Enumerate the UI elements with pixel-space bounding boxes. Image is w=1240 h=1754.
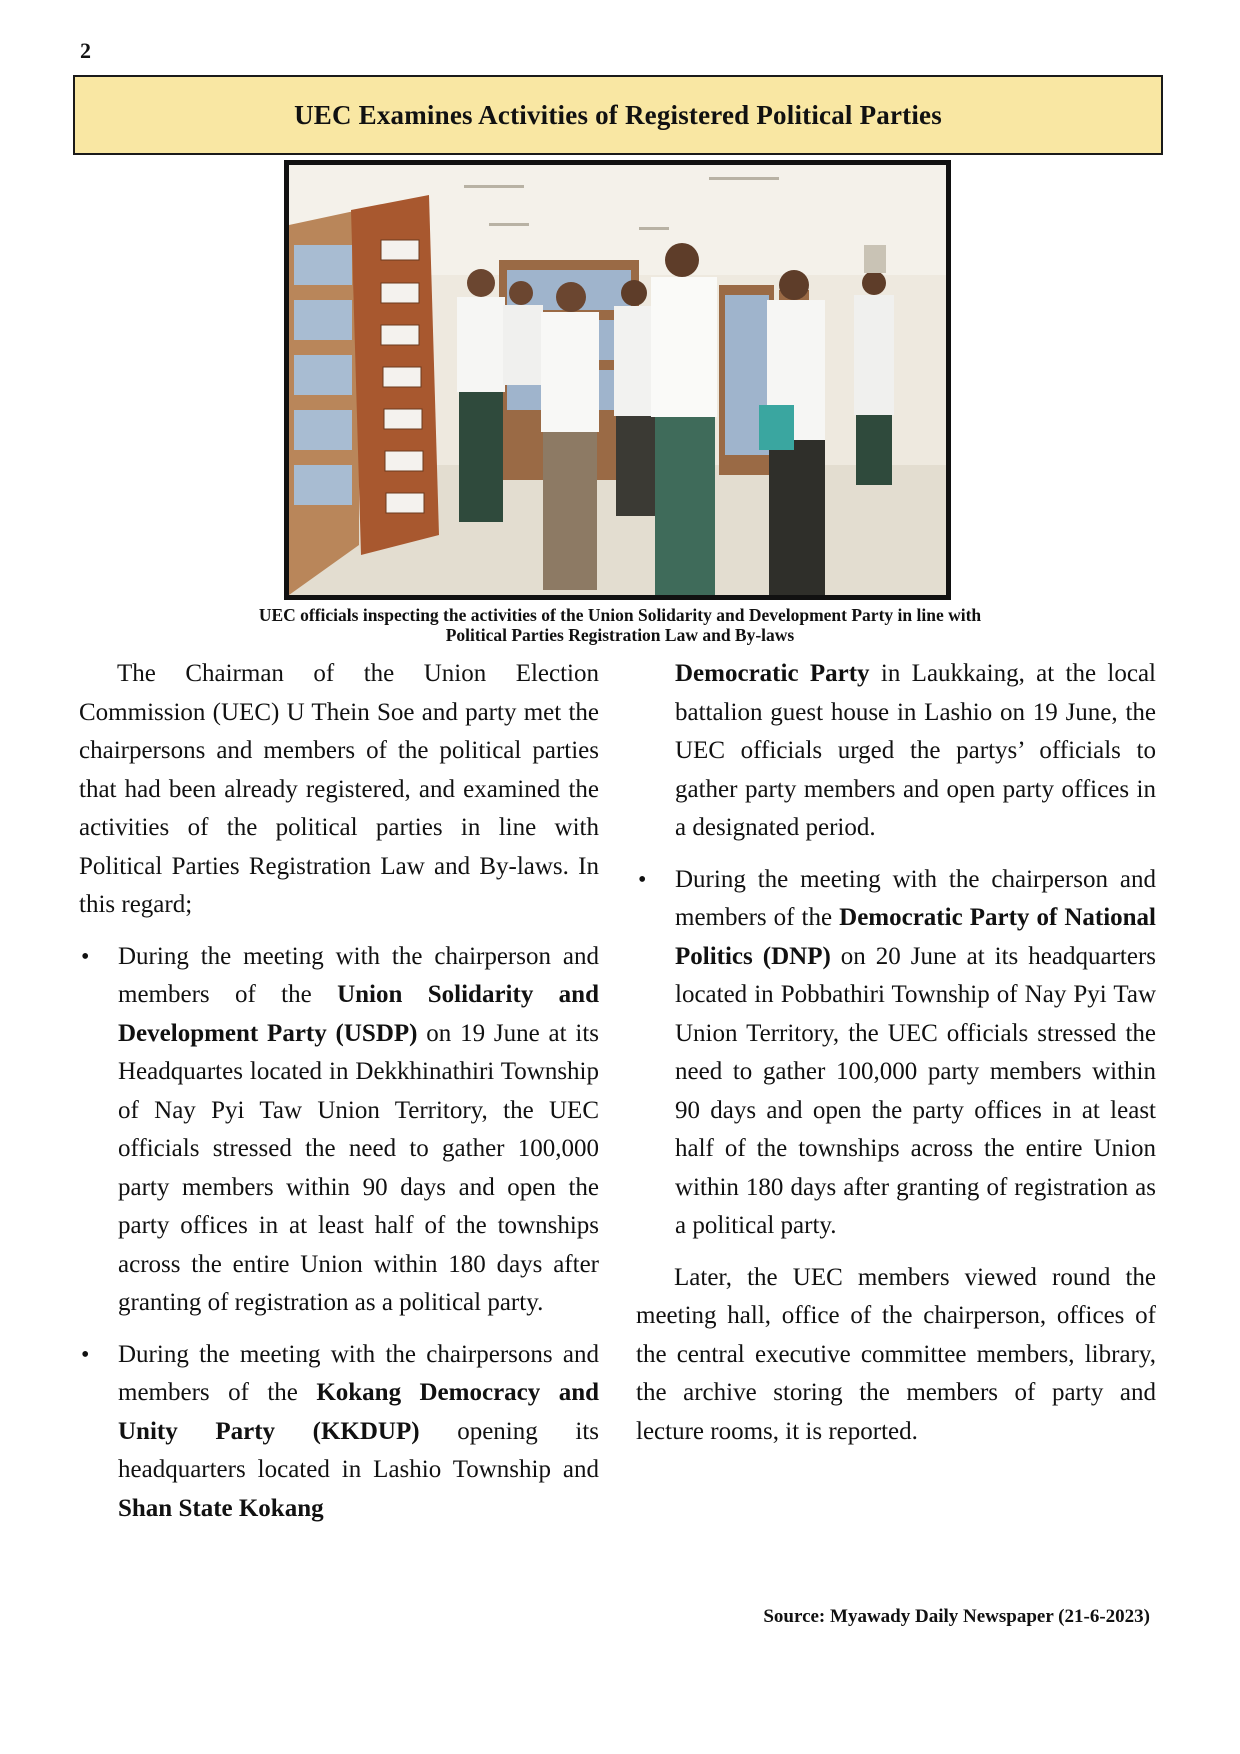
right-column (636, 655, 1156, 1464)
bullet-list-right (636, 655, 1156, 1246)
bullet-dnp: • During the meeting with the chairperson and members of the Democratic Party of National Politics (DNP) on 20 June at its headquarters located in Pobbathiri Township of Nay Pyi Taw Union Territory, the UEC officials stressed the need to gather 100,000 party members within 90 days and open the party offices in at least half of the townships across the entire Union within 180 days after granting of registration as a political party. (636, 861, 1156, 1246)
bullet-dot-icon: • (81, 943, 90, 970)
bullet-usdp: • During the meeting with the chairperson and members of the Union Solidarity and Development Party (USDP) on 19 June at its Headquartes located in Dekkhinathiri Township of Nay Pyi Taw Union Territory, the UEC officials stressed the need to gather 100,000 party members within 90 days and open the party offices in at least half of the townships across the entire Union within 180 days after granting of registration as a political party. (79, 938, 599, 1323)
party-name-dnp: Democratic Party of National Politics (DNP) (675, 904, 1156, 970)
bullet-dot-icon: • (81, 1341, 90, 1368)
caption-line-2: Political Parties Registration Law and By-laws (445, 625, 795, 645)
party-name-shan-state-kokang-part2: Democratic Party (675, 660, 870, 687)
party-name-shan-state-kokang-part1: Shan State Kokang (118, 1494, 324, 1522)
article-title-banner (73, 75, 1163, 155)
bullet-kkdup-continued: Democratic Party in Laukkaing, at the local battalion guest house in Lashio on 19 June, the UEC officials urged the partys’ officials to gather party members and open party offices in a designated period. (675, 660, 1156, 841)
officials-inspecting-photo (289, 165, 946, 595)
bullet-kkdup: • During the meeting with the chairpersons and members of the Kokang Democracy and Unity Party (KKDUP) opening its headquarters located in Lashio Township and Shan State Kokang (79, 1336, 599, 1529)
left-column (79, 655, 599, 1541)
source-credit: Source: Myawady Daily Newspaper (21-6-2023) (763, 1606, 1150, 1627)
bullet-dot-icon: • (638, 866, 647, 893)
article-title: UEC Examines Activities of Registered Political Parties (294, 99, 942, 130)
bullet-list-left (79, 938, 599, 1529)
page-number: 2 (80, 38, 91, 63)
closing-paragraph: Later, the UEC members viewed round the meeting hall, office of the chairperson, offices of the central executive committee members, library, the archive storing the members of party and lecture rooms, it is reported. (636, 1263, 1156, 1445)
intro-paragraph: The Chairman of the Union Election Commission (UEC) U Thein Soe and party met the chairpersons and members of the political parties that had been already registered, and examined the activities of the political parties in line with Political Parties Registration Law and By-laws. In this regard; (79, 660, 599, 918)
article-photo (284, 160, 951, 600)
party-name-kkdup: Kokang Democracy and Unity Party (KKDUP) (118, 1379, 600, 1445)
party-name-usdp: Union Solidarity and Development Party (USDP) (118, 981, 599, 1047)
photo-caption (120, 605, 1120, 645)
caption-line-1: UEC officials inspecting the activities of the Union Solidarity and Development Party in line with (258, 605, 982, 625)
